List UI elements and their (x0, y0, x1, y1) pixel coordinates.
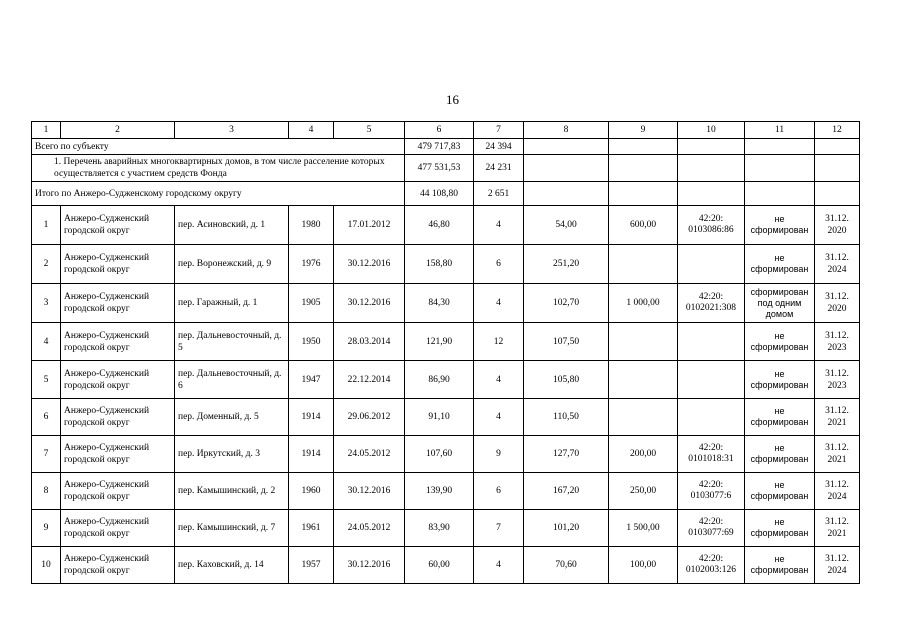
column-9-value: 200,00 (609, 436, 678, 473)
land-plot-status: не сформирован (745, 547, 815, 584)
municipality: Анжеро-Судженский городской округ (61, 323, 175, 361)
column-9-value (609, 245, 678, 284)
row-number: 9 (32, 510, 61, 547)
living-area: 107,60 (405, 436, 474, 473)
living-area: 121,90 (405, 323, 474, 361)
address: пер. Доменный, д. 5 (175, 399, 289, 436)
municipality: Анжеро-Судженский городской округ (61, 206, 175, 245)
municipality: Анжеро-Судженский городской округ (61, 547, 175, 584)
total-row (32, 139, 860, 155)
living-area: 139,90 (405, 473, 474, 510)
address: пер. Асиновский, д. 1 (175, 206, 289, 245)
cadastral-number: 42:20: 0103077:6 (678, 473, 745, 510)
district-area: 44 108,80 (405, 182, 474, 206)
column-number: 10 (678, 122, 745, 139)
address: пер. Иркутский, д. 3 (175, 436, 289, 473)
address: пер. Камышинский, д. 7 (175, 510, 289, 547)
address: пер. Дальневосточный, д. 5 (175, 323, 289, 361)
row-number: 2 (32, 245, 61, 284)
address: пер. Гаражный, д. 1 (175, 284, 289, 323)
cadastral-number (678, 361, 745, 399)
residents-count: 4 (474, 361, 524, 399)
cadastral-number: 42:20: 0103086:86 (678, 206, 745, 245)
municipality: Анжеро-Судженский городской округ (61, 473, 175, 510)
recognition-date: 30.12.2016 (334, 284, 405, 323)
resettlement-deadline: 31.12. 2023 (815, 323, 860, 361)
recognition-date: 28.03.2014 (334, 323, 405, 361)
column-8-value: 101,20 (524, 510, 609, 547)
construction-year: 1980 (289, 206, 334, 245)
recognition-date: 29.06.2012 (334, 399, 405, 436)
construction-year: 1914 (289, 399, 334, 436)
list-area: 477 531,53 (405, 155, 474, 182)
construction-year: 1914 (289, 436, 334, 473)
column-9-value (609, 361, 678, 399)
column-9-value (609, 323, 678, 361)
column-8-value: 127,70 (524, 436, 609, 473)
row-number: 4 (32, 323, 61, 361)
table-row (32, 284, 860, 323)
resettlement-deadline: 31.12. 2024 (815, 547, 860, 584)
land-plot-status: не сформирован (745, 399, 815, 436)
recognition-date: 30.12.2016 (334, 245, 405, 284)
list-people: 24 231 (474, 155, 524, 182)
column-8-value: 70,60 (524, 547, 609, 584)
resettlement-deadline: 31.12. 2024 (815, 245, 860, 284)
recognition-date: 24.05.2012 (334, 510, 405, 547)
cadastral-number: 42:20: 0103077:69 (678, 510, 745, 547)
recognition-date: 24.05.2012 (334, 436, 405, 473)
construction-year: 1950 (289, 323, 334, 361)
residents-count: 4 (474, 206, 524, 245)
column-9-value: 1 000,00 (609, 284, 678, 323)
land-plot-status: не сформирован (745, 206, 815, 245)
column-9-value: 250,00 (609, 473, 678, 510)
construction-year: 1957 (289, 547, 334, 584)
column-9-value (609, 399, 678, 436)
column-8-value: 54,00 (524, 206, 609, 245)
column-number: 8 (524, 122, 609, 139)
row-number: 6 (32, 399, 61, 436)
cadastral-number: 42:20: 0102003:126 (678, 547, 745, 584)
living-area: 91,10 (405, 399, 474, 436)
recognition-date: 30.12.2016 (334, 473, 405, 510)
row-number: 7 (32, 436, 61, 473)
recognition-date: 30.12.2016 (334, 547, 405, 584)
cadastral-number (678, 245, 745, 284)
municipality: Анжеро-Судженский городской округ (61, 284, 175, 323)
residents-count: 6 (474, 473, 524, 510)
column-8-value: 102,70 (524, 284, 609, 323)
column-number: 2 (61, 122, 175, 139)
construction-year: 1960 (289, 473, 334, 510)
row-number: 5 (32, 361, 61, 399)
cadastral-number: 42:20: 0101018:31 (678, 436, 745, 473)
resettlement-deadline: 31.12. 2023 (815, 361, 860, 399)
table-row (32, 510, 860, 547)
row-number: 10 (32, 547, 61, 584)
row-number: 8 (32, 473, 61, 510)
district-people: 2 651 (474, 182, 524, 206)
construction-year: 1961 (289, 510, 334, 547)
column-number: 1 (32, 122, 61, 139)
land-plot-status: не сформирован (745, 436, 815, 473)
construction-year: 1947 (289, 361, 334, 399)
residents-count: 4 (474, 547, 524, 584)
residents-count: 4 (474, 399, 524, 436)
land-plot-status: не сформирован (745, 323, 815, 361)
living-area: 158,80 (405, 245, 474, 284)
land-plot-status: сформирован под одним домом (745, 284, 815, 323)
column-number: 3 (175, 122, 289, 139)
resettlement-deadline: 31.12. 2020 (815, 284, 860, 323)
resettlement-deadline: 31.12. 2024 (815, 473, 860, 510)
municipality: Анжеро-Судженский городской округ (61, 361, 175, 399)
table-row (32, 473, 860, 510)
address: пер. Каховский, д. 14 (175, 547, 289, 584)
total-area: 479 717,83 (405, 139, 474, 155)
column-8-value: 107,50 (524, 323, 609, 361)
land-plot-status: не сформирован (745, 361, 815, 399)
district-label: Итого по Анжеро-Судженскому городскому округу (32, 182, 405, 206)
row-number: 1 (32, 206, 61, 245)
table-row (32, 206, 860, 245)
residents-count: 4 (474, 284, 524, 323)
address: пер. Воронежский, д. 9 (175, 245, 289, 284)
column-number: 4 (289, 122, 334, 139)
column-number-row (32, 122, 860, 139)
residents-count: 9 (474, 436, 524, 473)
construction-year: 1976 (289, 245, 334, 284)
column-8-value: 167,20 (524, 473, 609, 510)
list-label: 1. Перечень аварийных многоквартирных домов, в том числе расселение которых осуществляется с участием средств Фонда (32, 155, 405, 182)
column-number: 11 (745, 122, 815, 139)
residents-count: 12 (474, 323, 524, 361)
table-row (32, 245, 860, 284)
resettlement-deadline: 31.12. 2021 (815, 510, 860, 547)
address: пер. Дальневосточный, д. 6 (175, 361, 289, 399)
residents-count: 6 (474, 245, 524, 284)
land-plot-status: не сформирован (745, 473, 815, 510)
column-number: 7 (474, 122, 524, 139)
table-row (32, 399, 860, 436)
cadastral-number (678, 323, 745, 361)
column-9-value: 600,00 (609, 206, 678, 245)
column-9-value: 100,00 (609, 547, 678, 584)
land-plot-status: не сформирован (745, 510, 815, 547)
living-area: 84,30 (405, 284, 474, 323)
column-number: 9 (609, 122, 678, 139)
column-9-value: 1 500,00 (609, 510, 678, 547)
municipality: Анжеро-Судженский городской округ (61, 436, 175, 473)
page-number: 16 (446, 92, 459, 107)
land-plot-status: не сформирован (745, 245, 815, 284)
total-label: Всего по субъекту (32, 139, 405, 155)
resettlement-deadline: 31.12. 2020 (815, 206, 860, 245)
recognition-date: 22.12.2014 (334, 361, 405, 399)
living-area: 60,00 (405, 547, 474, 584)
municipality: Анжеро-Судженский городской округ (61, 245, 175, 284)
column-number: 5 (334, 122, 405, 139)
resettlement-deadline: 31.12. 2021 (815, 399, 860, 436)
housing-table (31, 121, 860, 584)
table-row (32, 436, 860, 473)
column-8-value: 110,50 (524, 399, 609, 436)
row-number: 3 (32, 284, 61, 323)
cadastral-number (678, 399, 745, 436)
table-row (32, 361, 860, 399)
living-area: 83,90 (405, 510, 474, 547)
residents-count: 7 (474, 510, 524, 547)
column-number: 6 (405, 122, 474, 139)
living-area: 86,90 (405, 361, 474, 399)
list-row (32, 155, 860, 182)
table-row (32, 547, 860, 584)
cadastral-number: 42:20: 0102021:308 (678, 284, 745, 323)
construction-year: 1905 (289, 284, 334, 323)
resettlement-deadline: 31.12. 2021 (815, 436, 860, 473)
table-row (32, 323, 860, 361)
address: пер. Камышинский, д. 2 (175, 473, 289, 510)
living-area: 46,80 (405, 206, 474, 245)
total-people: 24 394 (474, 139, 524, 155)
column-8-value: 251,20 (524, 245, 609, 284)
recognition-date: 17.01.2012 (334, 206, 405, 245)
column-number: 12 (815, 122, 860, 139)
municipality: Анжеро-Судженский городской округ (61, 510, 175, 547)
column-8-value: 105,80 (524, 361, 609, 399)
district-total-row (32, 182, 860, 206)
municipality: Анжеро-Судженский городской округ (61, 399, 175, 436)
